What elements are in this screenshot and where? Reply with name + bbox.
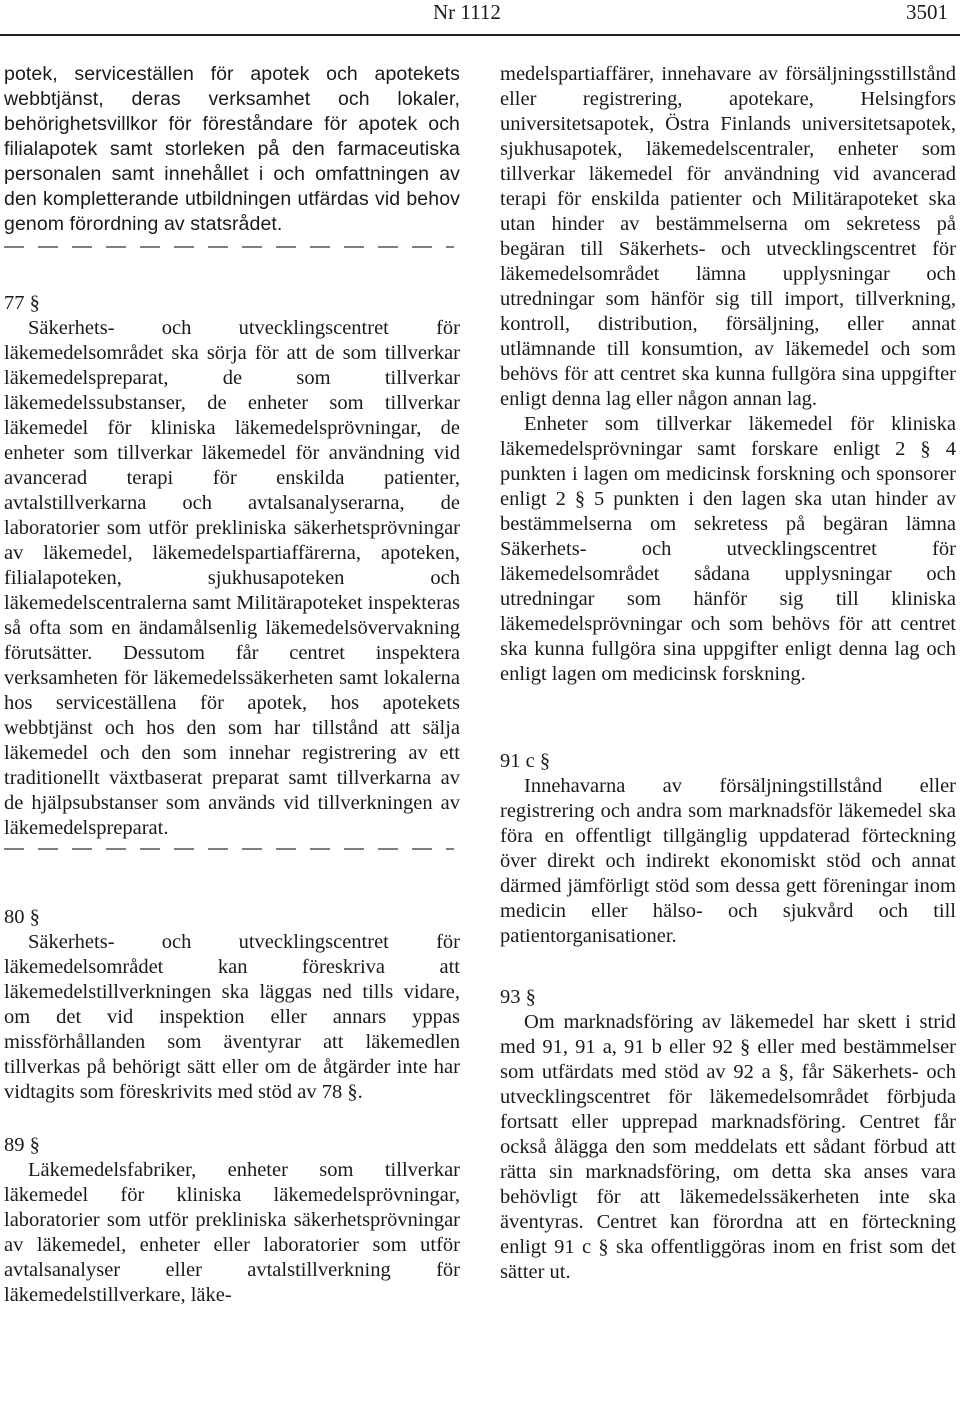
section-93-text: Om marknadsföring av läkemedel har skett i strid med 91, 91 a, 91 b eller 92 § eller med bestämmelser som utfärdats med stöd av 92 a §, får Säkerhets- och utvecklingscentret för läkemedelsområdet förbjuda fortsatt eller upprepad marknadsföring. Centret får också ålägga den som meddelats ett sådant förbud att rätta sin marknadsföring, om detta ska anses vara behövligt för att läkemedelssäkerheten inte ska äventyras. Centret kan förordna att en förteckning enligt 91 c § ska offentliggöras inom en frist som det sätter ut. xyxy=(500,1011,956,1283)
section-93-heading: 93 § xyxy=(500,986,536,1008)
omission-dashes xyxy=(4,239,460,265)
page-number: 3501 xyxy=(906,0,948,24)
enheter-paragraph: Enheter som tillverkar läkemedel för kliniska läkemedelsprövningar samt forskare enligt 2 § 4 punkten i lagen om medicinsk forskning och sponsorer enligt 2 § 5 punkten i den lagen ska utan hinder av bestämmelserna om sekretess på begäran lämna Säkerhets- och utvecklingscentret för läkemedelsområdet sådana upplysningar och utredningar som hänför sig till kliniska läkemedelsprövningar och som behövs för att centret ska kunna fullgöra sina uppgifter enligt denna lag och enligt lagen om medicinsk forskning. xyxy=(500,413,956,685)
header-rule xyxy=(0,34,960,36)
section-80-text: Säkerhets- och utvecklingscentret för läkemedelsområdet kan föreskriva att läkemedelstillverkningen ska läggas ned tills vidare, om det vid inspektion eller annars yppas missförhållanden som äventyrar att läkemedlen tillverkas på behörigt sätt eller om de åtgärder inte har vidtagits som föreskrivits med stöd av 78 §. xyxy=(4,931,460,1103)
dash-line xyxy=(4,847,460,851)
right-column xyxy=(500,62,956,1285)
left-column xyxy=(4,62,460,1308)
section-77-heading: 77 § xyxy=(4,292,40,314)
section-89-text: Läkemedelsfabriker, enheter som tillverkar läkemedel för kliniska läkemedelsprövningar, laboratorier som utför prekliniska säkerhetsprövningar av läkemedel, enheter eller laboratorier som utför avtalsanalyser eller avtalstillverkning för läkemedelstillverkare, läke- xyxy=(4,1159,460,1306)
issue-number: Nr 1112 xyxy=(433,0,501,24)
section-77-text: Säkerhets- och utvecklingscentret för läkemedelsområdet ska sörja för att de som tillverkar läkemedelspreparat, de som tillverkar läkemedelssubstanser, de enheter som tillverkar läkemedel för kliniska läkemedelsprövningar, de enheter som tillverkar läkemedel för användning vid avancerad terapi för enskilda patienter, avtalstillverkarna och avtalsanalyserarna, de laboratorier som utför prekliniska säkerhetsprövningar av läkemedel, läkemedelspartiaffärerna, apoteken, filialapoteken, sjukhusapoteken och läkemedelscentralerna samt Militärapoteket inspekteras så ofta som en ändamålsenlig läkemedelsövervakning förutsätter. Dessutom får centret inspektera verksamheten för läkemedelssäkerheten samt lokalerna hos serviceställena för apotek, hos apotekets webbtjänst och hos den som har tillstånd att sälja läkemedel och den som innehar registrering av ett traditionellt växtbaserat preparat samt tillverkarna av de hjälpsubstanser som används vid tillverkningen av läkemedelspreparat. xyxy=(4,317,460,839)
section-80-heading: 80 § xyxy=(4,906,40,928)
intro-paragraph: potek, serviceställen för apotek och apotekets webbtjänst, deras verksamhet och lokaler, behörighetsvillkor för föreståndare för apotek och filialapotek samt storleken på den farmaceutiska personalen samt innehållet i och omfattningen av den kompletterande utbildningen utfärdas vid behov genom förordning av statsrådet. xyxy=(4,63,460,235)
section-89-heading: 89 § xyxy=(4,1134,40,1156)
section-91c-heading: 91 c § xyxy=(500,750,551,772)
section-91c-text: Innehavarna av försäljningstillstånd eller registrering och andra som marknadsför läkemedel ska föra en offentligt tillgänglig uppdaterad förteckning över direkt och indirekt ekonomiskt stöd och annat därmed jämförligt stöd som dessa gett föreningar inom medicin eller hälso- och sjukvård och till patientorganisationer. xyxy=(500,775,956,947)
continued-paragraph: medelspartiaffärer, innehavare av försäljningsstillstånd eller registrering, apotekare, Helsingfors universitetsapotek, Östra Finlands universitetsapotek, sjukhusapotek, läkemedelscentraler, enheter som tillverkar läkemedel för användning vid avancerad terapi för enskilda patienter och Militärapoteket ska utan hinder av bestämmelserna om sekretess på begäran till Säkerhets- och utvecklingscentret för läkemedelsområdet lämna upplysningar och utredningar som hänför sig till import, tillverkning, kontroll, distribution, försäljning, eller annat utlämnande till konsumtion, av läkemedel och som behövs för att centret ska kunna fullgöra sina uppgifter enligt denna lag eller någon annan lag. xyxy=(500,63,956,410)
dash-line xyxy=(4,245,460,249)
omission-dashes xyxy=(4,841,460,871)
page-header xyxy=(0,0,960,26)
